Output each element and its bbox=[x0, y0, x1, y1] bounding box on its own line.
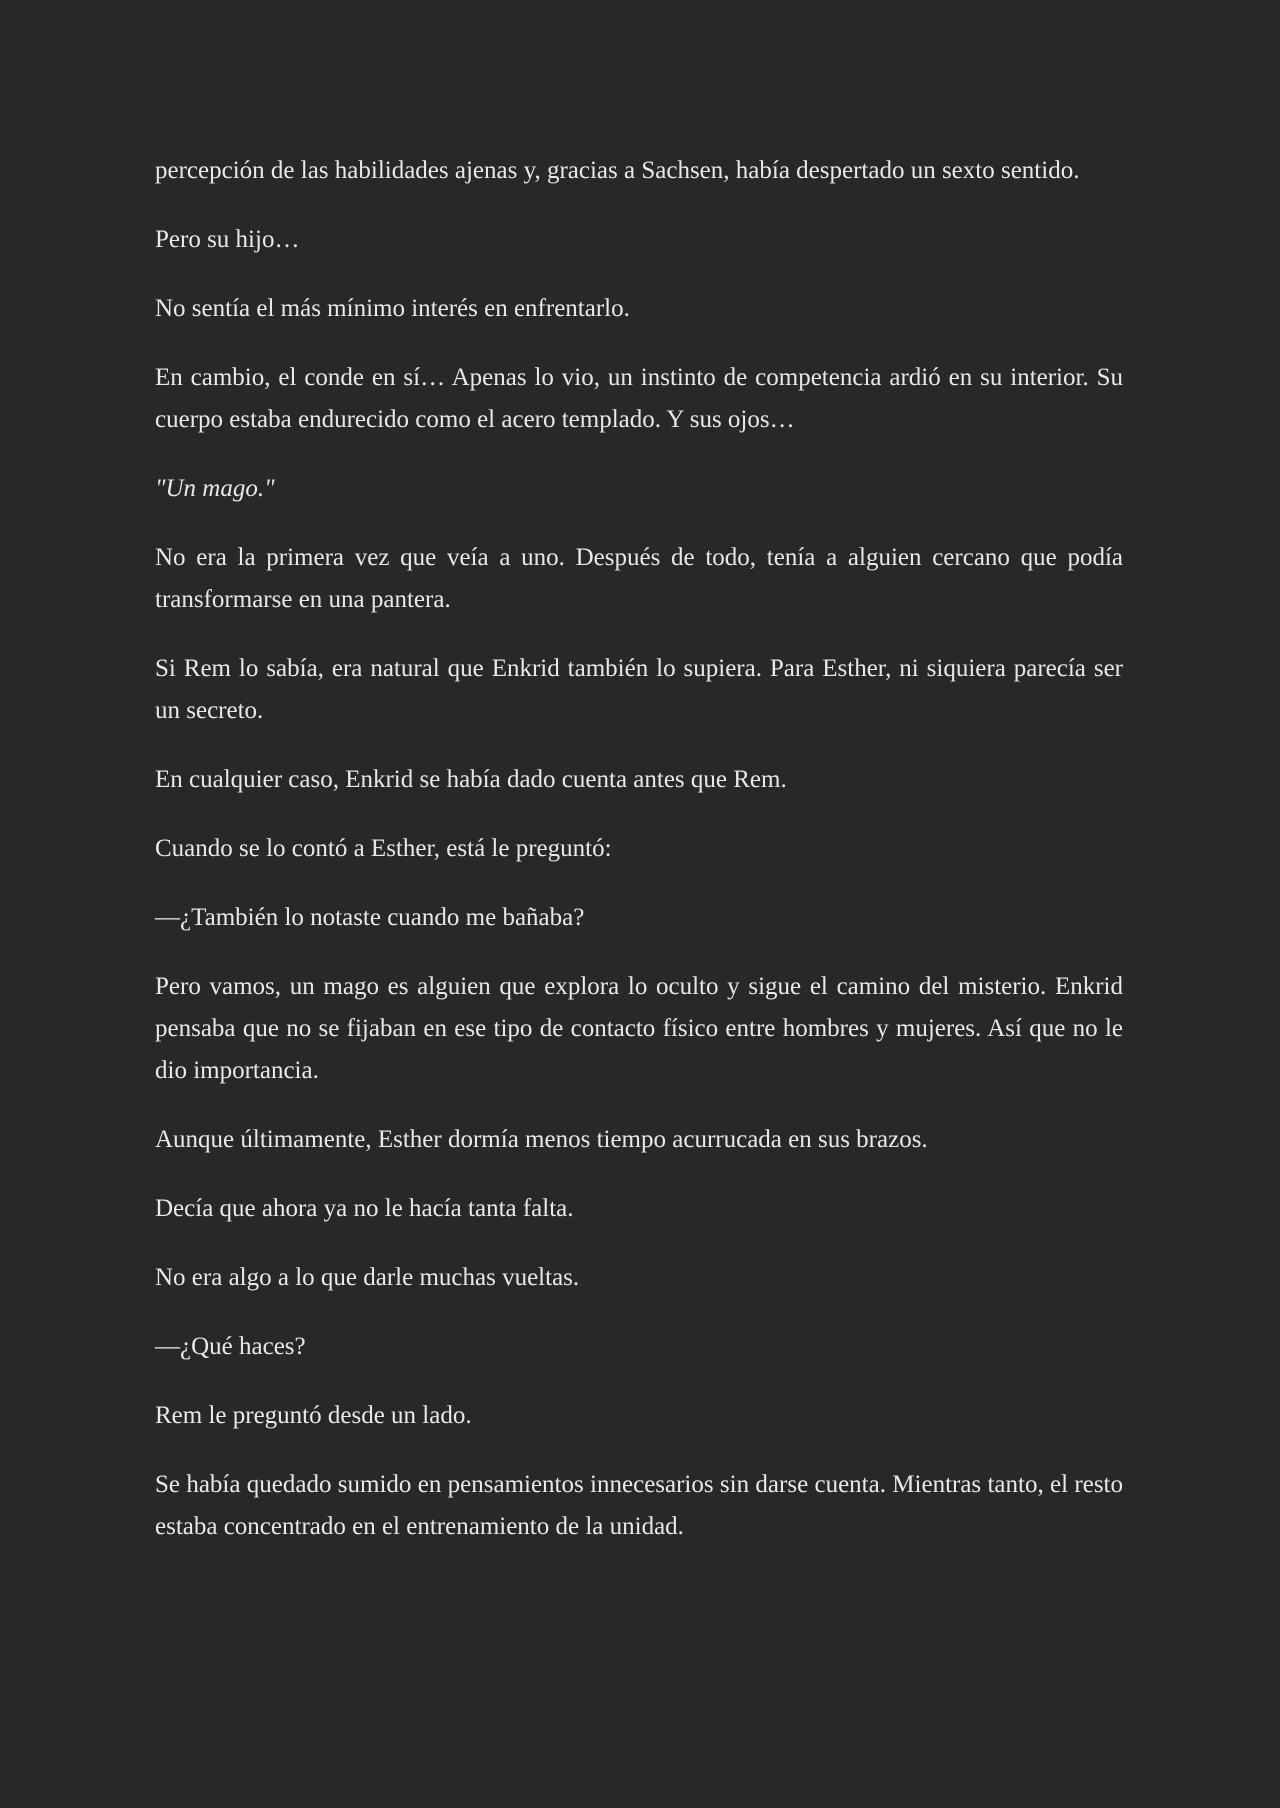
paragraph: Aunque últimamente, Esther dormía menos tiempo acurrucada en sus brazos. bbox=[155, 1126, 928, 1153]
paragraph: Pero vamos, un mago es alguien que explora lo oculto y sigue el camino del misterio. Enkrid pensaba que no se fijaban en ese tipo de contacto físico entre hombres y mujeres. Así que no le dio importancia. bbox=[155, 973, 1123, 1084]
document-body bbox=[155, 150, 1123, 1575]
paragraph: Se había quedado sumido en pensamientos innecesarios sin darse cuenta. Mientras tanto, el resto estaba concentrado en el entrenamiento de la unidad. bbox=[155, 1471, 1123, 1540]
paragraph: Decía que ahora ya no le hacía tanta falta. bbox=[155, 1195, 574, 1222]
paragraph: No era algo a lo que darle muchas vueltas. bbox=[155, 1264, 580, 1291]
paragraph: percepción de las habilidades ajenas y, gracias a Sachsen, había despertado un sexto sentido. bbox=[155, 157, 1080, 184]
paragraph-italic-thought: "Un mago." bbox=[155, 475, 275, 502]
paragraph: No sentía el más mínimo interés en enfrentarlo. bbox=[155, 295, 630, 322]
paragraph-dialogue: —¿También lo notaste cuando me bañaba? bbox=[155, 904, 585, 931]
paragraph: Rem le preguntó desde un lado. bbox=[155, 1402, 472, 1429]
paragraph: Si Rem lo sabía, era natural que Enkrid también lo supiera. Para Esther, ni siquiera parecía ser un secreto. bbox=[155, 655, 1123, 724]
paragraph-dialogue: —¿Qué haces? bbox=[155, 1333, 306, 1360]
paragraph: Pero su hijo… bbox=[155, 226, 300, 253]
paragraph: Cuando se lo contó a Esther, está le preguntó: bbox=[155, 835, 612, 862]
paragraph: No era la primera vez que veía a uno. Después de todo, tenía a alguien cercano que podía transformarse en una pantera. bbox=[155, 544, 1123, 613]
paragraph: En cualquier caso, Enkrid se había dado cuenta antes que Rem. bbox=[155, 766, 787, 793]
paragraph: En cambio, el conde en sí… Apenas lo vio, un instinto de competencia ardió en su interior. Su cuerpo estaba endurecido como el acero templado. Y sus ojos… bbox=[155, 364, 1123, 433]
